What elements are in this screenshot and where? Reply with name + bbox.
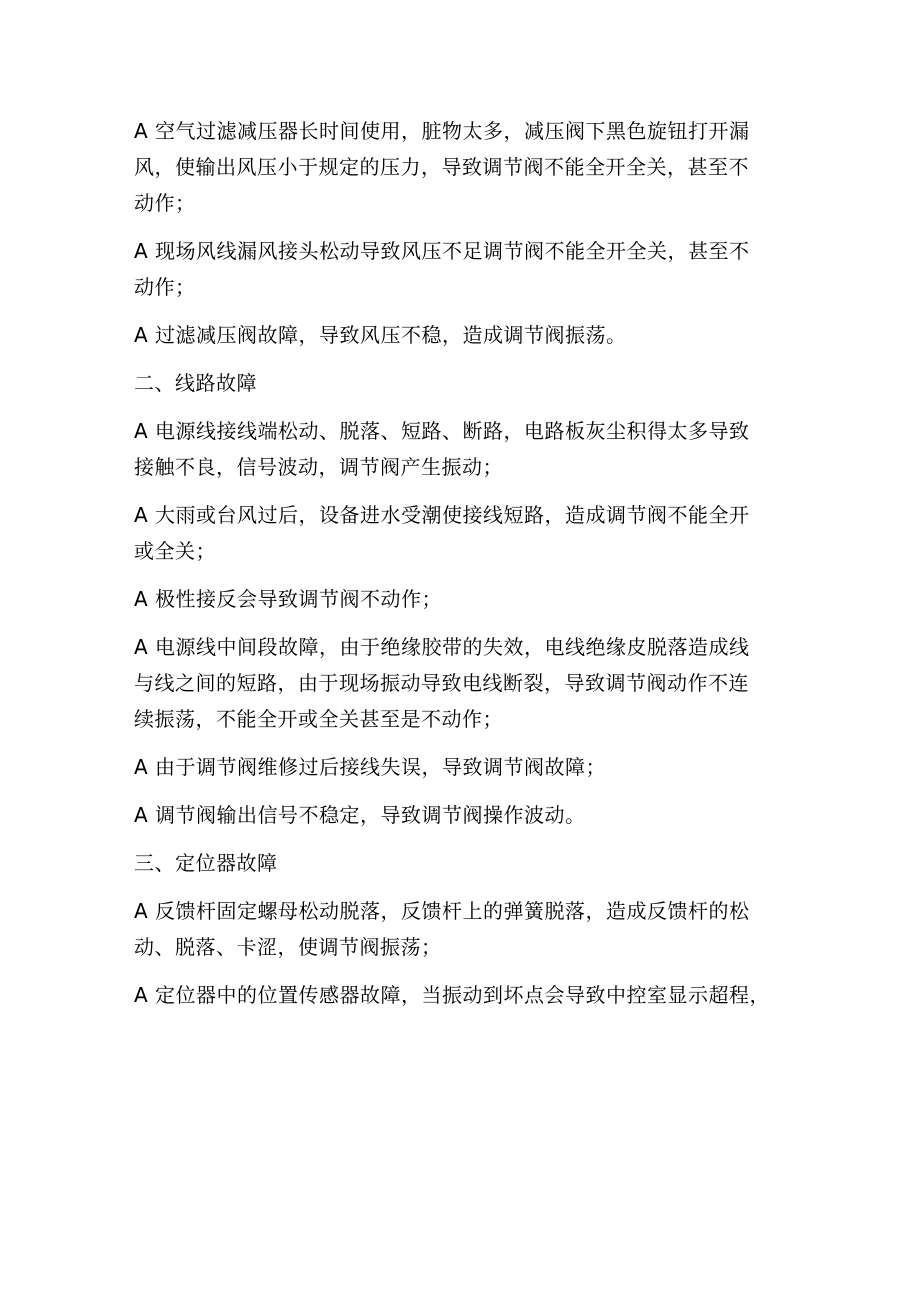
text-line: A 极性接反会导致调节阀不动作； xyxy=(134,587,443,611)
paragraph-feedback-rod xyxy=(134,893,814,965)
section-heading-line-fault xyxy=(134,365,814,401)
text-line: A 调节阀输出信号不稳定，导致调节阀操作波动。 xyxy=(134,803,586,827)
paragraph-regulator-fault xyxy=(134,317,814,353)
text-line: 风，使输出风压小于规定的压力，导致调节阀不能全开全关，甚至不 xyxy=(134,155,749,179)
text-line: 与线之间的短路，由于现场振动导致电线断裂，导致调节阀动作不连 xyxy=(134,671,749,695)
text-line: A 过滤减压阀故障，导致风压不稳，造成调节阀振荡。 xyxy=(134,323,627,347)
text-line: A 空气过滤减压器长时间使用，脏物太多，减压阀下黑色旋钮打开漏 xyxy=(134,119,750,143)
paragraph-air-filter-regulator xyxy=(134,113,814,221)
text-line: 动作； xyxy=(134,191,196,215)
paragraph-position-sensor xyxy=(134,977,814,1013)
text-line: 接触不良，信号波动，调节阀产生振动； xyxy=(134,455,503,479)
paragraph-air-line-leak xyxy=(134,233,814,305)
text-line: 动、脱落、卡涩，使调节阀振荡； xyxy=(134,935,442,959)
text-line: A 现场风线漏风接头松动导致风压不足调节阀不能全开全关，甚至不 xyxy=(134,239,750,263)
text-line: A 定位器中的位置传感器故障，当振动到坏点会导致中控室显示超程， xyxy=(134,983,771,1007)
paragraph-rain-typhoon xyxy=(134,497,814,569)
text-line: A 由于调节阀维修过后接线失误，导致调节阀故障； xyxy=(134,755,607,779)
paragraph-polarity xyxy=(134,581,814,617)
paragraph-output-signal xyxy=(134,797,814,833)
paragraph-cable-middle-fault xyxy=(134,629,814,737)
heading-text: 二、线路故障 xyxy=(134,371,257,395)
paragraph-power-terminal xyxy=(134,413,814,485)
text-line: A 反馈杆固定螺母松动脱落，反馈杆上的弹簧脱落，造成反馈杆的松 xyxy=(134,899,750,923)
text-line: A 电源线接线端松动、脱落、短路、断路，电路板灰尘积得太多导致 xyxy=(134,419,750,443)
heading-text: 三、定位器故障 xyxy=(134,851,278,875)
document-body xyxy=(134,113,814,1025)
section-heading-positioner-fault xyxy=(134,845,814,881)
text-line: A 电源线中间段故障，由于绝缘胶带的失效，电线绝缘皮脱落造成线 xyxy=(134,635,750,659)
text-line: 续振荡，不能全开或全关甚至是不动作； xyxy=(134,707,503,731)
text-line: 动作； xyxy=(134,275,196,299)
text-line: 或全关； xyxy=(134,539,216,563)
paragraph-wiring-error xyxy=(134,749,814,785)
text-line: A 大雨或台风过后，设备进水受潮使接线短路，造成调节阀不能全开 xyxy=(134,503,750,527)
